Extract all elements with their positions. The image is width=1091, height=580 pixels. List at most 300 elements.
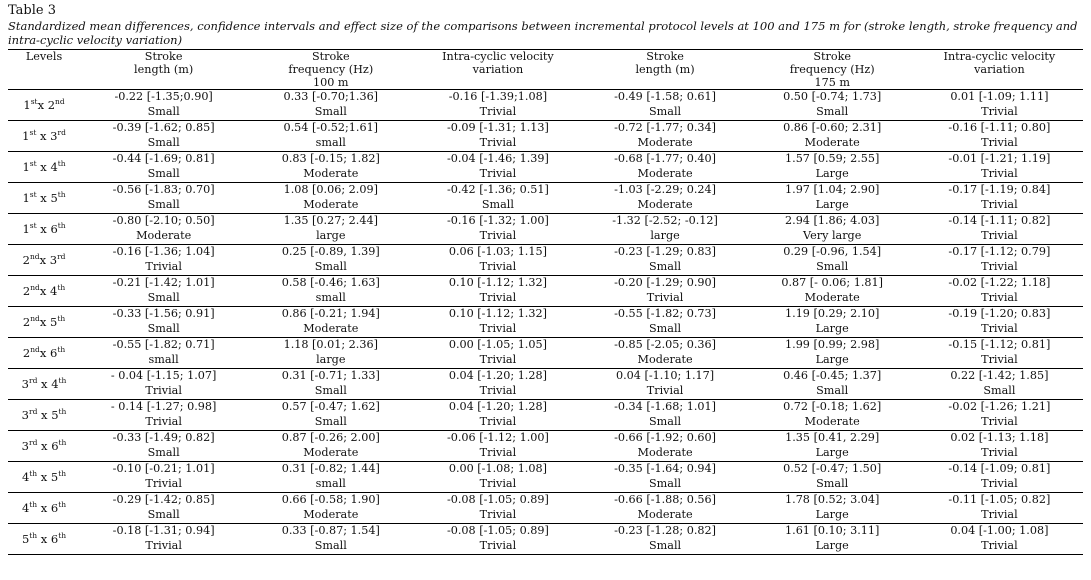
effect-size-label: Large [815,538,849,552]
smd-ci-value: 0.00 [-1.08; 1.08] [448,461,547,475]
level-part: x [36,128,51,143]
header-stroke-frequency-175: Stroke frequency (Hz) [789,50,875,76]
table-row [8,430,1083,461]
effect-size-label: Small [816,383,849,397]
result-cell [80,120,247,151]
result-cell [80,151,247,182]
header-stroke-length-175: Stroke length (m) [635,50,695,76]
result-cell [749,244,916,275]
ordinal-suffix: nd [30,344,40,354]
smd-ci-value: 0.04 [-1.10; 1.17] [615,368,715,382]
smd-ci-value: 0.10 [-1.12; 1.32] [448,306,547,320]
smd-ci-value: 0.58 [-0.46; 1.63] [281,275,380,289]
result-cell [581,368,748,399]
smd-ci-value: -0.18 [-1.31; 0.94] [112,523,215,537]
level-part: 1 [22,159,30,174]
result-cell [581,306,748,337]
smd-ci-value: -0.39 [-1.62; 0.85] [112,120,215,134]
level-part: 6 [50,345,58,360]
result-cell [247,306,414,337]
smd-ci-value: -0.04 [-1.46; 1.39] [446,151,549,165]
level-part: 4 [51,376,59,391]
table-row [8,213,1083,244]
smd-ci-value: -0.23 [-1.28; 0.82] [614,523,716,537]
effect-size-label: Trivial [479,476,517,490]
result-cell [414,151,581,182]
smd-ci-value: -0.16 [-1.11; 0.80] [948,120,1051,134]
smd-ci-value: 0.31 [-0.82; 1.44] [281,461,380,475]
smd-ci-value: 1.18 [0.01; 2.36] [283,337,378,351]
effect-size-label: small [148,352,179,366]
ordinal-suffix: st [29,189,37,199]
result-cell [414,213,581,244]
smd-ci-value: 1.78 [0.52; 3.04] [785,492,880,506]
distance-175-label: 175 m [814,75,850,89]
ordinal-suffix: th [57,220,66,230]
level-part: 1 [22,128,30,143]
table-row [8,306,1083,337]
effect-size-label: Small [314,259,347,273]
table-body [8,89,1083,554]
effect-size-label: Small [649,104,682,118]
result-cell [749,461,916,492]
result-cell [414,244,581,275]
header-row [8,50,1083,77]
level-part: x [39,345,50,360]
result-cell [414,399,581,430]
ordinal-suffix: th [57,189,66,199]
ordinal-suffix: rd [57,127,66,137]
smd-ci-value: -0.44 [-1.69; 0.81] [112,151,215,165]
ordinal-suffix: rd [29,375,38,385]
smd-ci-value: -0.14 [-1.09; 0.81] [948,461,1051,475]
ordinal-suffix: nd [29,251,40,261]
effect-size-label: Trivial [981,538,1018,552]
smd-ci-value: 0.86 [-0.60; 2.31] [783,120,882,134]
result-cell [247,337,414,368]
result-cell [247,523,414,554]
effect-size-label: Moderate [637,445,693,459]
smd-ci-value: -0.66 [-1.88; 0.56] [614,492,716,506]
level-part: x [37,500,51,515]
effect-size-label: Large [815,352,849,366]
smd-ci-value: -0.72 [-1.77; 0.34] [614,120,716,134]
result-cell [581,244,748,275]
smd-ci-value: 0.46 [-0.45; 1.37] [783,368,882,382]
smd-ci-value: 1.61 [0.10; 3.11] [785,523,880,537]
smd-ci-value: 0.50 [-0.74; 1.73] [783,89,882,103]
smd-ci-value: -0.35 [-1.64; 0.94] [614,461,716,475]
smd-ci-value: -0.06 [-1.12; 1.00] [446,430,549,444]
result-cell [916,244,1083,275]
result-cell [414,182,581,213]
level-part: x [36,221,51,236]
smd-ci-value: - 0.04 [-1.15; 1.07] [110,368,217,382]
result-cell [916,492,1083,523]
effect-size-label: Trivial [981,290,1018,304]
ordinal-suffix: rd [57,251,66,261]
level-part: 5 [50,190,58,205]
result-cell [80,244,247,275]
result-cell [80,368,247,399]
ordinal-suffix: st [29,158,37,168]
result-cell [247,461,414,492]
level-part: x [37,531,51,546]
result-cell [247,399,414,430]
result-cell [581,492,748,523]
level-part: 1 [22,221,30,236]
result-cell [916,337,1083,368]
distance-100-label: 100 m [313,75,349,89]
result-cell [581,337,748,368]
result-cell [80,337,247,368]
row-level-label [8,213,80,244]
result-cell [581,399,748,430]
distance-row [8,77,1083,90]
results-table [8,49,1083,555]
effect-size-label: Trivial [145,259,182,273]
result-cell [247,120,414,151]
result-cell [581,120,748,151]
table-row [8,120,1083,151]
ordinal-suffix: th [58,375,67,385]
row-level-label [8,461,80,492]
level-part: 2 [22,283,31,298]
result-cell [749,89,916,120]
result-cell [247,275,414,306]
effect-size-label: Moderate [303,197,359,211]
effect-size-label: Trivial [981,507,1018,521]
effect-size-label: Trivial [981,414,1018,428]
table-row [8,337,1083,368]
smd-ci-value: 0.83 [-0.15; 1.82] [281,151,380,165]
result-cell [749,306,916,337]
smd-ci-value: 0.33 [-0.70;1.36] [283,89,379,103]
result-cell [916,213,1083,244]
level-part: 4 [50,283,58,298]
level-part: 6 [51,438,59,453]
result-cell [749,120,916,151]
table-number: Table 3 [8,3,56,18]
level-part: 3 [21,407,29,422]
smd-ci-value: -0.08 [-1.05; 0.89] [446,523,549,537]
result-cell [916,151,1083,182]
result-cell [247,213,414,244]
effect-size-label: Trivial [479,104,517,118]
effect-size-label: Small [147,166,180,180]
smd-ci-value: -0.11 [-1.05; 0.82] [948,492,1051,506]
level-part: 2 [22,252,30,267]
result-cell [749,213,916,244]
smd-ci-value: 0.72 [-0.18; 1.62] [783,399,882,413]
result-cell [414,275,581,306]
row-level-label [8,337,80,368]
level-part: 6 [50,531,59,546]
smd-ci-value: -0.80 [-2.10; 0.50] [112,213,215,227]
result-cell [581,182,748,213]
effect-size-label: Small [983,383,1016,397]
result-cell [916,461,1083,492]
result-cell [916,399,1083,430]
result-cell [581,213,748,244]
result-cell [414,337,581,368]
result-cell [749,182,916,213]
table-row [8,399,1083,430]
result-cell [247,430,414,461]
result-cell [414,461,581,492]
effect-size-label: Trivial [479,352,517,366]
effect-size-label: Moderate [637,507,693,521]
result-cell [581,151,748,182]
table-caption: Standardized mean differences, confidence intervals and effect size of the comparisons between incremental protocol levels at 100 and 175 m for (stroke length, stroke frequency and intra-cyclic velocity variation) [8,19,1078,47]
result-cell [916,368,1083,399]
smd-ci-value: 0.25 [-0.89, 1.39] [281,244,380,258]
result-cell [749,430,916,461]
effect-size-label: Large [815,507,849,521]
result-cell [80,182,247,213]
smd-ci-value: 0.10 [-1.12; 1.32] [448,275,547,289]
ordinal-suffix: th [57,344,66,354]
effect-size-label: large [316,352,346,366]
effect-size-label: Trivial [479,414,517,428]
smd-ci-value: 0.52 [-0.47; 1.50] [783,461,882,475]
level-part: 5 [51,407,59,422]
effect-size-label: Small [147,197,180,211]
level-part: 3 [50,128,58,143]
ordinal-suffix: rd [29,406,38,416]
effect-size-label: Small [147,507,180,521]
smd-ci-value: 1.19 [0.29; 2.10] [785,306,880,320]
ordinal-suffix: th [57,158,66,168]
smd-ci-value: 1.08 [0.06; 2.09] [283,182,378,196]
effect-size-label: Small [649,476,682,490]
level-part: 6 [50,500,59,515]
result-cell [80,461,247,492]
level-part: 3 [21,438,29,453]
effect-size-label: Moderate [303,445,359,459]
table-row [8,368,1083,399]
smd-ci-value: 0.04 [-1.20; 1.28] [448,368,547,382]
effect-size-label: Small [147,290,180,304]
result-cell [414,492,581,523]
smd-ci-value: 0.01 [-1.09; 1.11] [950,89,1049,103]
result-cell [749,368,916,399]
ordinal-suffix: nd [55,96,65,106]
table-row [8,182,1083,213]
ordinal-suffix: th [58,406,67,416]
effect-size-label: Large [815,166,849,180]
level-part: 5 [21,531,30,546]
ordinal-suffix: nd [30,282,40,292]
ordinal-suffix: rd [29,437,38,447]
smd-ci-value: -0.01 [-1.21; 1.19] [948,151,1051,165]
smd-ci-value: -1.03 [-2.29; 0.24] [614,182,716,196]
effect-size-label: Trivial [479,290,517,304]
result-cell [80,430,247,461]
effect-size-label: Moderate [303,321,359,335]
level-part: x [37,376,52,391]
smd-ci-value: -1.32 [-2.52; -0.12] [612,213,718,227]
table-row [8,151,1083,182]
ordinal-suffix: th [57,313,66,323]
smd-ci-value: -0.55 [-1.82; 0.73] [614,306,716,320]
ordinal-suffix: nd [30,313,40,323]
result-cell [916,306,1083,337]
row-level-label [8,306,80,337]
table-row [8,275,1083,306]
effect-size-label: Moderate [804,414,860,428]
row-level-label [8,151,80,182]
result-cell [80,492,247,523]
smd-ci-value: 0.57 [-0.47; 1.62] [281,399,380,413]
effect-size-label: large [650,228,680,242]
smd-ci-value: -0.08 [-1.05; 0.89] [446,492,549,506]
ordinal-suffix: th [58,468,67,478]
level-part: 3 [21,376,29,391]
result-cell [581,89,748,120]
smd-ci-value: -0.42 [-1.36; 0.51] [446,182,549,196]
result-cell [414,89,581,120]
row-level-label [8,244,80,275]
smd-ci-value: -0.15 [-1.12; 0.81] [948,337,1051,351]
level-part: 2 [22,314,31,329]
effect-size-label: Trivial [981,445,1018,459]
smd-ci-value: -0.23 [-1.29; 0.83] [614,244,716,258]
effect-size-label: Small [147,445,180,459]
header-levels: Levels [25,50,63,63]
effect-size-label: Trivial [981,197,1018,211]
result-cell [414,306,581,337]
effect-size-label: Trivial [981,321,1018,335]
smd-ci-value: -0.22 [-1.35;0.90] [114,89,213,103]
smd-ci-value: -0.29 [-1.42; 0.85] [112,492,215,506]
effect-size-label: Small [649,321,682,335]
effect-size-label: Trivial [479,383,517,397]
result-cell [581,523,748,554]
result-cell [247,244,414,275]
ordinal-suffix: st [29,220,37,230]
ordinal-suffix: th [57,282,66,292]
effect-size-label: Small [314,104,347,118]
result-cell [247,368,414,399]
effect-size-label: Small [816,476,849,490]
result-cell [749,275,916,306]
smd-ci-value: -0.33 [-1.49; 0.82] [112,430,215,444]
smd-ci-value: 0.06 [-1.03; 1.15] [448,244,547,258]
result-cell [414,368,581,399]
smd-ci-value: -0.17 [-1.12; 0.79] [948,244,1051,258]
level-part: 2 [22,345,31,360]
effect-size-label: Trivial [981,352,1018,366]
smd-ci-value: 1.97 [1.04; 2.90] [785,182,880,196]
effect-size-label: Large [815,445,849,459]
level-part: x [37,97,48,112]
effect-size-label: Moderate [136,228,192,242]
ordinal-suffix: th [58,437,67,447]
level-part: x [39,314,50,329]
level-part: x [39,252,50,267]
effect-size-label: Small [816,104,849,118]
smd-ci-value: -0.16 [-1.36; 1.04] [112,244,215,258]
effect-size-label: Small [147,135,180,149]
smd-ci-value: -0.09 [-1.31; 1.13] [446,120,549,134]
header-icv-175: Intra-cyclic velocity variation [943,50,1056,76]
smd-ci-value: 2.94 [1.86; 4.03] [785,213,880,227]
result-cell [749,492,916,523]
smd-ci-value: -0.20 [-1.29; 0.90] [614,275,716,289]
result-cell [247,492,414,523]
effect-size-label: Trivial [479,507,517,521]
result-cell [916,523,1083,554]
effect-size-label: Moderate [637,197,693,211]
effect-size-label: Trivial [646,290,684,304]
result-cell [916,182,1083,213]
smd-ci-value: 0.04 [-1.00; 1.08] [950,523,1049,537]
effect-size-label: Trivial [981,228,1018,242]
row-level-label [8,368,80,399]
effect-size-label: Small [314,414,347,428]
effect-size-label: Trivial [479,166,517,180]
table-row [8,89,1083,120]
smd-ci-value: -0.34 [-1.68; 1.01] [614,399,716,413]
effect-size-label: Trivial [981,476,1018,490]
level-part: 1 [23,97,31,112]
level-part: 4 [21,500,30,515]
ordinal-suffix: st [29,127,37,137]
effect-size-label: large [316,228,346,242]
smd-ci-value: 0.66 [-0.58; 1.90] [281,492,380,506]
effect-size-label: Trivial [479,321,517,335]
level-part: x [36,159,51,174]
level-part: 1 [22,190,30,205]
effect-size-label: Small [481,197,514,211]
result-cell [80,399,247,430]
ordinal-suffix: th [29,499,38,509]
result-cell [80,213,247,244]
result-cell [916,275,1083,306]
smd-ci-value: -0.19 [-1.20; 0.83] [948,306,1051,320]
effect-size-label: Small [649,538,682,552]
effect-size-label: Moderate [804,135,860,149]
effect-size-label: Small [649,259,682,273]
result-cell [80,306,247,337]
effect-size-label: Large [815,321,849,335]
level-part: x [37,469,51,484]
header-stroke-frequency-100: Stroke frequency (Hz) [288,50,374,76]
effect-size-label: Trivial [479,538,517,552]
row-level-label [8,182,80,213]
smd-ci-value: -0.68 [-1.77; 0.40] [614,151,716,165]
level-part: x [39,283,50,298]
result-cell [414,120,581,151]
effect-size-label: Trivial [479,135,517,149]
effect-size-label: Moderate [637,166,693,180]
row-level-label [8,120,80,151]
smd-ci-value: 0.86 [-0.21; 1.94] [281,306,380,320]
effect-size-label: Trivial [145,538,182,552]
result-cell [414,430,581,461]
effect-size-label: Trivial [981,135,1018,149]
result-cell [581,430,748,461]
effect-size-label: Small [147,321,180,335]
smd-ci-value: -0.66 [-1.92; 0.60] [614,430,716,444]
smd-ci-value: -0.10 [-0.21; 1.01] [112,461,215,475]
row-level-label [8,430,80,461]
table-row [8,244,1083,275]
result-cell [916,89,1083,120]
smd-ci-value: 0.54 [-0.52;1.61] [283,120,379,134]
effect-size-label: Moderate [804,290,860,304]
